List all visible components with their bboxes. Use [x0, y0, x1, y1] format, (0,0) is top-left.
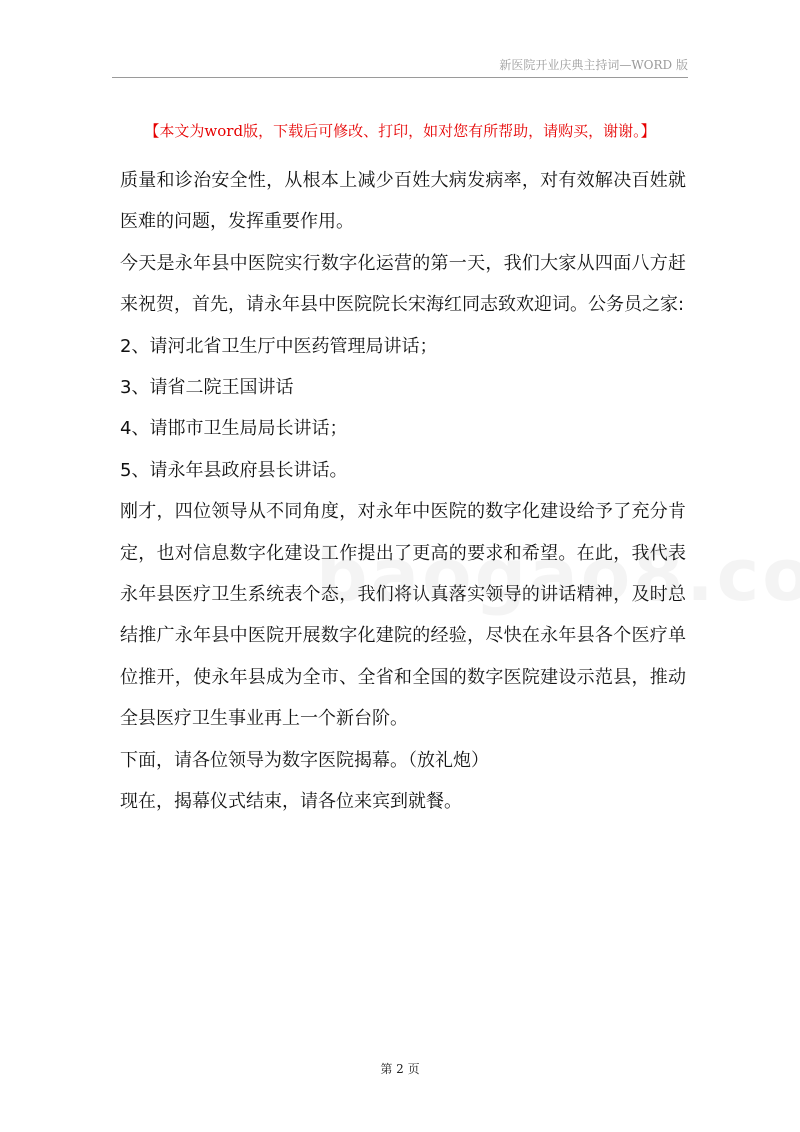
paragraph: 质量和诊治安全性，从根本上减少百姓大病发病率，对有效解决百姓就医难的问题，发挥重要作用。: [120, 170, 686, 233]
paragraph: 现在，揭幕仪式结束，请各位来宾到就餐。: [120, 791, 462, 813]
paragraph: 今天是永年县中医院实行数字化运营的第一天，我们大家从四面八方赶来祝贺，首先，请永年县中医院院长宋海红同志致欢迎词。公务员之家:: [120, 252, 686, 316]
paragraph: 刚才，四位领导从不同角度，对永年中医院的数字化建设给予了充分肯定，也对信息数字化建设工作提出了更高的要求和希望。在此，我代表永年县医疗卫生系统表个态，我们将认真落实领导的讲话精神，及时总结推广永年县中医院开展数字化建院的经验，尽快在永年县各个医疗单位推开，使永年县成为全市、全省和全国的数字医院建设示范县，推动全县医疗卫生事业再上一个新台阶。: [120, 501, 686, 730]
page-number: 第 2 页: [380, 1062, 420, 1076]
list-item: 4、请邯市卫生局局长讲话；: [120, 418, 348, 440]
header-divider: [112, 77, 688, 78]
list-item: 2、请河北省卫生厅中医药管理局讲话；: [120, 335, 438, 357]
list-item: 3、请省二院王国讲话: [120, 377, 294, 399]
download-notice: 【本文为word版，下载后可修改、打印，如对您有所帮助，请购买，谢谢。】: [144, 122, 656, 140]
body-text: [120, 160, 686, 823]
list-item: 5、请永年县政府县长讲话。: [120, 459, 348, 481]
running-header: 新医院开业庆典主持词—WORD 版: [499, 58, 688, 72]
paragraph: 下面，请各位领导为数字医院揭幕。（放礼炮）: [120, 749, 489, 771]
